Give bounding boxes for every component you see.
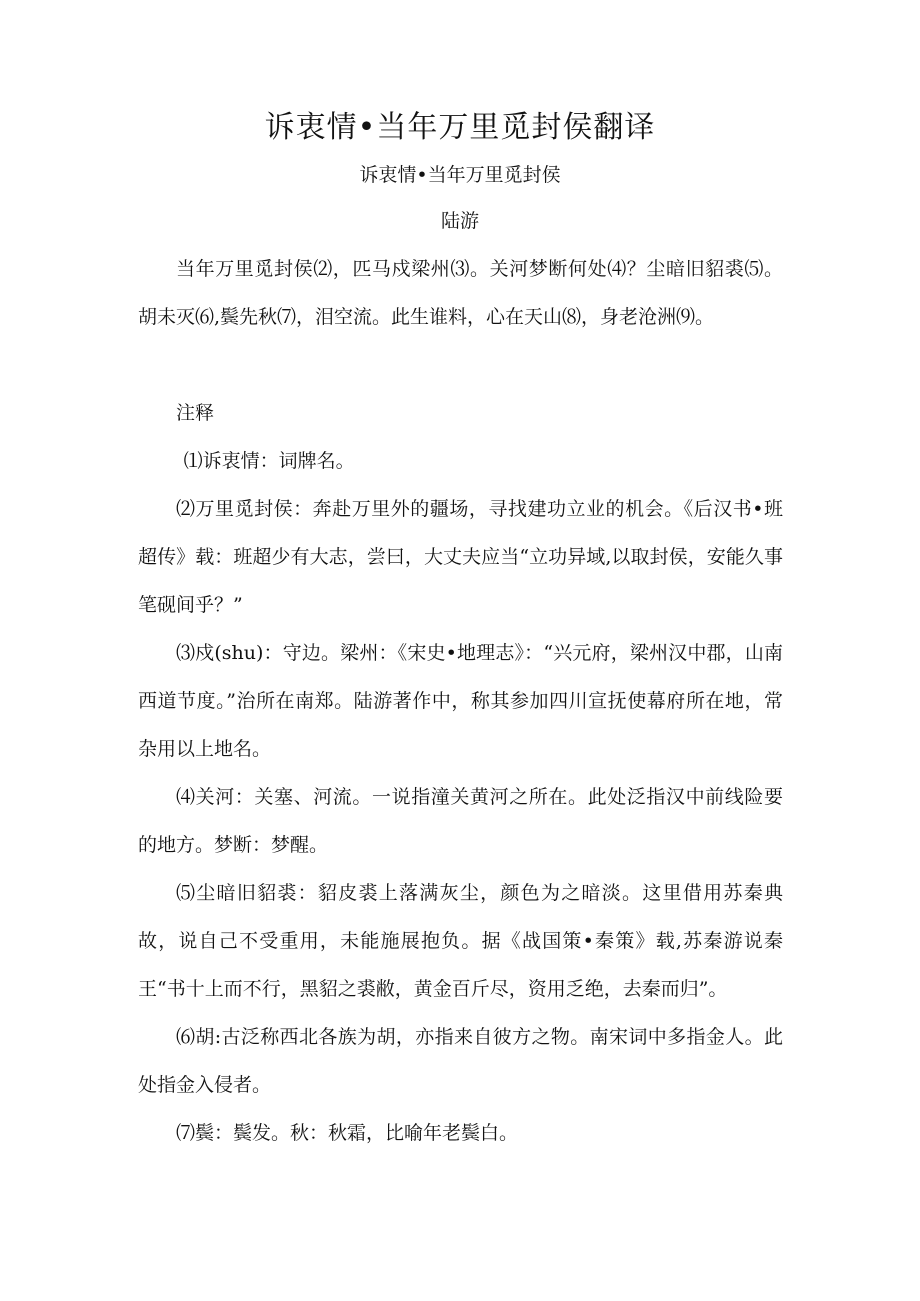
note-item: ⑴诉衷情：词牌名。 <box>183 450 355 472</box>
poem-body <box>138 245 783 341</box>
note-item: ⑹胡:古泛称西北各族为胡，亦指来自彼方之物。南宋词中多指金人。此处指金入侵者。 <box>138 1026 783 1096</box>
notes-heading: 注释 <box>176 402 215 424</box>
note-item: ⑵万里觅封侯：奔赴万里外的疆场，寻找建功立业的机会。《后汉书•班超传》载：班超少有大志，尝曰，大丈夫应当“立功异域,以取封侯，安能久事笔砚间乎？” <box>138 498 783 616</box>
note-item: ⑺鬓：鬓发。秋：秋霜，比喻年老鬓白。 <box>176 1122 519 1144</box>
poem-text: 当年万里觅封侯⑵，匹马戍梁州⑶。关河梦断何处⑷？尘暗旧貂裘⑸。胡未灭⑹,鬓先秋⑺，泪空流。此生谁料，心在天山⑻，身老沧洲⑼。 <box>138 258 783 328</box>
page-title: 诉衷情•当年万里觅封侯翻译 <box>264 110 656 145</box>
poem-author: 陆游 <box>440 210 479 232</box>
notes-section <box>138 389 783 1157</box>
note-item: ⑸尘暗旧貂裘：貂皮裘上落满灰尘，颜色为之暗淡。这里借用苏秦典故，说自己不受重用，未能施展抱负。据《战国策•秦策》载,苏秦游说秦王“书十上而不行，黑貂之裘敝，黄金百斤尽，资用乏绝，去秦而归”。 <box>138 882 783 1000</box>
note-item: ⑷关河：关塞、河流。一说指潼关黄河之所在。此处泛指汉中前线险要的地方。梦断：梦醒。 <box>138 786 783 856</box>
note-item: ⑶戍(shu)：守边。梁州：《宋史•地理志》：“兴元府，梁州汉中郡，山南西道节度。”治所在南郑。陆游著作中，称其参加四川宣抚使幕府所在地，常杂用以上地名。 <box>138 642 783 760</box>
poem-title: 诉衷情•当年万里觅封侯 <box>359 164 561 186</box>
